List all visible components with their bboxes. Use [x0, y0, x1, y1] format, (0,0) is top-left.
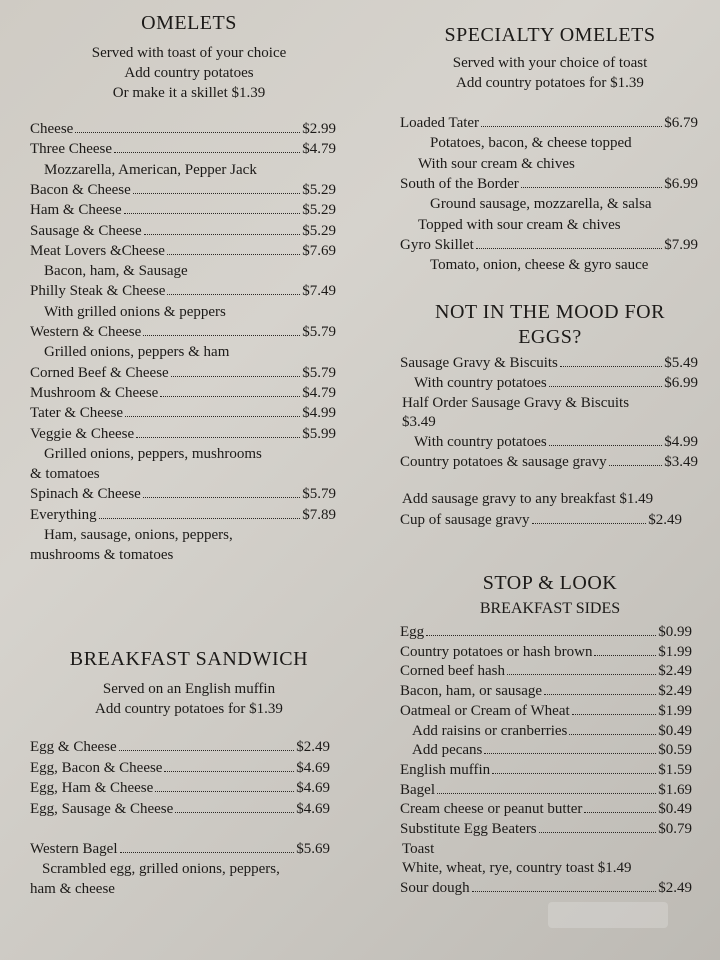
leader-dots — [426, 635, 656, 636]
leader-dots — [437, 793, 656, 794]
item-note: Mozzarella, American, Pepper Jack — [44, 161, 257, 178]
leader-dots — [143, 335, 300, 336]
item-price: $1.59 — [658, 761, 692, 778]
leader-dots — [584, 812, 656, 813]
menu-item-row — [414, 374, 698, 392]
menu-item-row — [30, 404, 336, 422]
item-price: $6.99 — [664, 374, 698, 391]
menu-item-row — [30, 779, 330, 797]
item-price: $1.69 — [658, 781, 692, 798]
menu-item-row — [400, 236, 698, 254]
menu-item-row — [30, 181, 336, 199]
leader-dots — [160, 396, 300, 397]
item-price: $0.99 — [658, 624, 692, 640]
menu-item-row — [412, 741, 692, 759]
item-name: Meat Lovers &Cheese — [30, 242, 165, 259]
omelets-subtitle-3: Or make it a skillet $1.39 — [112, 85, 266, 101]
leader-dots — [144, 234, 301, 235]
leader-dots — [521, 187, 663, 188]
item-price: $4.69 — [296, 780, 330, 796]
item-name: Ham & Cheese — [30, 202, 122, 219]
menu-item-row — [400, 820, 692, 838]
item-name: Corned Beef & Cheese — [30, 364, 169, 381]
item-note: $3.49 — [402, 414, 436, 431]
menu-item-row — [30, 759, 330, 777]
item-note: White, wheat, rye, country toast $1.49 — [402, 860, 632, 877]
item-name: Gyro Skillet — [400, 236, 474, 253]
item-note: & tomatoes — [30, 466, 100, 483]
leader-dots — [507, 674, 656, 675]
item-price: $2.49 — [658, 880, 692, 897]
item-price: $4.99 — [302, 405, 336, 422]
menu-item-row — [400, 354, 698, 372]
item-price: $7.69 — [302, 242, 336, 259]
leader-dots — [476, 248, 663, 249]
item-name: Egg, Ham & Cheese — [30, 780, 154, 796]
item-note: mushrooms & tomatoes — [30, 547, 174, 564]
menu-item-row — [30, 800, 330, 818]
leader-dots — [167, 294, 300, 295]
item-name: Sausage Gravy & Biscuits — [400, 355, 558, 371]
leader-dots — [143, 497, 300, 498]
leader-dots — [560, 366, 662, 367]
item-price: $5.29 — [302, 222, 336, 239]
item-price: $5.29 — [302, 202, 336, 219]
menu-item-row — [30, 222, 336, 240]
leader-dots — [124, 213, 301, 214]
item-note: Grilled onions, peppers, mushrooms — [44, 445, 262, 462]
item-name: Oatmeal or Cream of Wheat — [400, 702, 570, 719]
leader-dots — [472, 891, 657, 892]
menu-item-row — [400, 114, 698, 132]
menu-item-row — [400, 781, 692, 799]
item-price: $5.79 — [302, 324, 336, 340]
menu-item-row — [400, 175, 698, 193]
item-name: Substitute Egg Beaters — [400, 821, 537, 837]
specialty-subtitle-2: Add country potatoes for $1.39 — [456, 75, 644, 91]
menu-item-row — [400, 453, 698, 471]
omelets-subtitle-1: Served with toast of your choice — [91, 45, 287, 61]
menu-item-row — [30, 738, 330, 756]
leader-dots — [114, 152, 300, 153]
menu-item-row — [30, 323, 336, 341]
leader-dots — [549, 386, 663, 387]
item-name: Bacon, ham, or sausage — [400, 683, 543, 700]
menu-item-row — [400, 643, 692, 661]
item-note: Toast — [402, 840, 435, 857]
item-name: Western & Cheese — [30, 324, 142, 340]
item-price: $5.69 — [296, 841, 330, 857]
item-price: $1.99 — [658, 643, 692, 660]
item-name: Egg — [400, 624, 425, 640]
item-price: $2.49 — [648, 512, 682, 528]
omelets-subtitle-2: Add country potatoes — [124, 65, 254, 81]
menu-item-row — [30, 485, 336, 503]
item-name: Egg & Cheese — [30, 739, 117, 755]
leader-dots — [532, 523, 647, 524]
item-price: $4.99 — [664, 434, 698, 451]
item-name: Egg, Bacon & Cheese — [30, 759, 163, 776]
item-price: $2.99 — [302, 121, 336, 137]
menu-item-row — [30, 282, 336, 300]
item-name: Cheese — [30, 121, 74, 137]
menu-item-row — [30, 242, 336, 260]
leader-dots — [609, 465, 663, 466]
item-price: $0.79 — [658, 821, 692, 837]
item-name: Bagel — [400, 781, 435, 798]
item-price: $3.49 — [664, 454, 698, 470]
item-name: Loaded Tater — [400, 115, 480, 131]
item-name: Western Bagel — [30, 841, 118, 857]
item-name: Add raisins or cranberries — [412, 722, 568, 739]
leader-dots — [549, 445, 663, 446]
item-name: With country potatoes — [414, 374, 547, 391]
menu-item-row — [30, 140, 336, 158]
leader-dots — [136, 437, 300, 438]
specialty-title: SPECIALTY OMELETS — [444, 24, 656, 46]
item-price: $6.79 — [664, 115, 698, 131]
menu-item-row — [400, 761, 692, 779]
leader-dots — [167, 254, 300, 255]
menu-item-row — [412, 722, 692, 740]
breakfast-sandwich-subtitle-1: Served on an English muffin — [102, 681, 276, 697]
menu-item-row — [400, 800, 692, 818]
menu-item-row — [400, 879, 692, 897]
item-price: $6.99 — [664, 175, 698, 192]
menu-item-row — [30, 364, 336, 382]
item-name: Bacon & Cheese — [30, 181, 131, 198]
item-price: $7.89 — [302, 506, 336, 523]
item-price: $4.69 — [296, 759, 330, 776]
leader-dots — [171, 376, 301, 377]
leader-dots — [492, 773, 656, 774]
leader-dots — [119, 750, 295, 751]
item-price: $4.69 — [296, 800, 330, 817]
item-note: Ground sausage, mozzarella, & salsa — [430, 196, 652, 213]
item-name: Cream cheese or peanut butter — [400, 801, 583, 818]
item-price: $7.99 — [664, 236, 698, 253]
leader-dots — [125, 416, 300, 417]
menu-item-row — [400, 623, 692, 641]
leader-dots — [133, 193, 300, 194]
item-name: Corned beef hash — [400, 663, 505, 680]
item-price: $4.79 — [302, 384, 336, 401]
western-bagel-row — [30, 840, 330, 858]
leader-dots — [99, 518, 301, 519]
menu-item-row — [400, 662, 692, 680]
item-name: Egg, Sausage & Cheese — [30, 800, 174, 817]
add-gravy-text: Add sausage gravy to any breakfast $1.49 — [402, 491, 654, 507]
cup-gravy-row — [400, 511, 682, 529]
item-name: English muffin — [400, 761, 491, 778]
omelets-title: OMELETS — [141, 12, 237, 34]
item-price: $5.29 — [302, 181, 336, 198]
leader-dots — [155, 791, 294, 792]
western-bagel-note-2: ham & cheese — [30, 881, 115, 897]
item-note: Half Order Sausage Gravy & Biscuits — [402, 394, 630, 411]
item-price: $5.79 — [302, 364, 336, 381]
item-name: Country potatoes & sausage gravy — [400, 454, 607, 470]
item-name: Everything — [30, 506, 97, 523]
breakfast-sandwich-title: BREAKFAST SANDWICH — [69, 648, 309, 670]
leader-dots — [569, 734, 656, 735]
leader-dots — [120, 852, 295, 853]
item-name: Spinach & Cheese — [30, 486, 141, 503]
not-eggs-title-2: EGGS? — [518, 326, 582, 348]
item-price: $4.79 — [302, 141, 336, 158]
item-price: $5.79 — [302, 486, 336, 503]
item-name: Add pecans — [412, 742, 483, 759]
leader-dots — [75, 132, 300, 133]
leader-dots — [572, 714, 657, 715]
item-price: $0.49 — [658, 722, 692, 739]
item-price: $0.59 — [658, 742, 692, 759]
item-price: $7.49 — [302, 283, 336, 300]
watermark — [548, 902, 668, 928]
sides-title-2: BREAKFAST SIDES — [479, 600, 621, 617]
menu-item-row — [400, 682, 692, 700]
leader-dots — [484, 753, 656, 754]
leader-dots — [164, 771, 294, 772]
leader-dots — [175, 812, 294, 813]
menu-item-row — [30, 384, 336, 402]
item-note: With sour cream & chives — [418, 155, 575, 172]
item-name: With country potatoes — [414, 434, 547, 451]
item-price: $2.49 — [658, 663, 692, 680]
item-name: Sausage & Cheese — [30, 222, 142, 239]
menu-item-row — [30, 201, 336, 219]
item-note: Grilled onions, peppers & ham — [44, 344, 230, 361]
breakfast-sandwich-subtitle-2: Add country potatoes for $1.39 — [95, 701, 283, 717]
leader-dots — [481, 126, 662, 127]
item-name: Sour dough — [400, 880, 470, 897]
item-price: $0.49 — [658, 801, 692, 818]
item-name: Veggie & Cheese — [30, 425, 135, 442]
item-note: Bacon, ham, & Sausage — [44, 263, 188, 280]
item-note: Potatoes, bacon, & cheese topped — [430, 135, 632, 152]
item-name: Tater & Cheese — [30, 405, 124, 422]
item-price: $5.49 — [664, 355, 698, 371]
menu-item-row — [400, 702, 692, 720]
menu-item-row — [30, 425, 336, 443]
item-price: $5.99 — [302, 425, 336, 442]
leader-dots — [544, 694, 656, 695]
item-name: Country potatoes or hash brown — [400, 643, 593, 660]
item-name: South of the Border — [400, 175, 519, 192]
leader-dots — [594, 655, 656, 656]
menu-item-row — [30, 506, 336, 524]
item-note: Tomato, onion, cheese & gyro sauce — [430, 257, 649, 274]
item-price: $2.49 — [296, 739, 330, 755]
item-name: Three Cheese — [30, 141, 113, 158]
not-eggs-title-1: NOT IN THE MOOD FOR — [435, 301, 665, 323]
item-note: Ham, sausage, onions, peppers, — [44, 527, 233, 543]
item-name: Cup of sausage gravy — [400, 512, 530, 528]
specialty-subtitle-1: Served with your choice of toast — [452, 55, 648, 71]
leader-dots — [539, 832, 657, 833]
item-note: Topped with sour cream & chives — [418, 216, 621, 233]
western-bagel-note-1: Scrambled egg, grilled onions, peppers, — [42, 861, 280, 877]
sides-title-1: STOP & LOOK — [482, 572, 618, 594]
item-name: Philly Steak & Cheese — [30, 283, 166, 300]
item-note: With grilled onions & peppers — [44, 303, 226, 320]
menu-item-row — [414, 433, 698, 451]
item-price: $2.49 — [658, 683, 692, 700]
item-name: Mushroom & Cheese — [30, 384, 159, 401]
item-price: $1.99 — [658, 702, 692, 719]
menu-item-row — [30, 120, 336, 138]
